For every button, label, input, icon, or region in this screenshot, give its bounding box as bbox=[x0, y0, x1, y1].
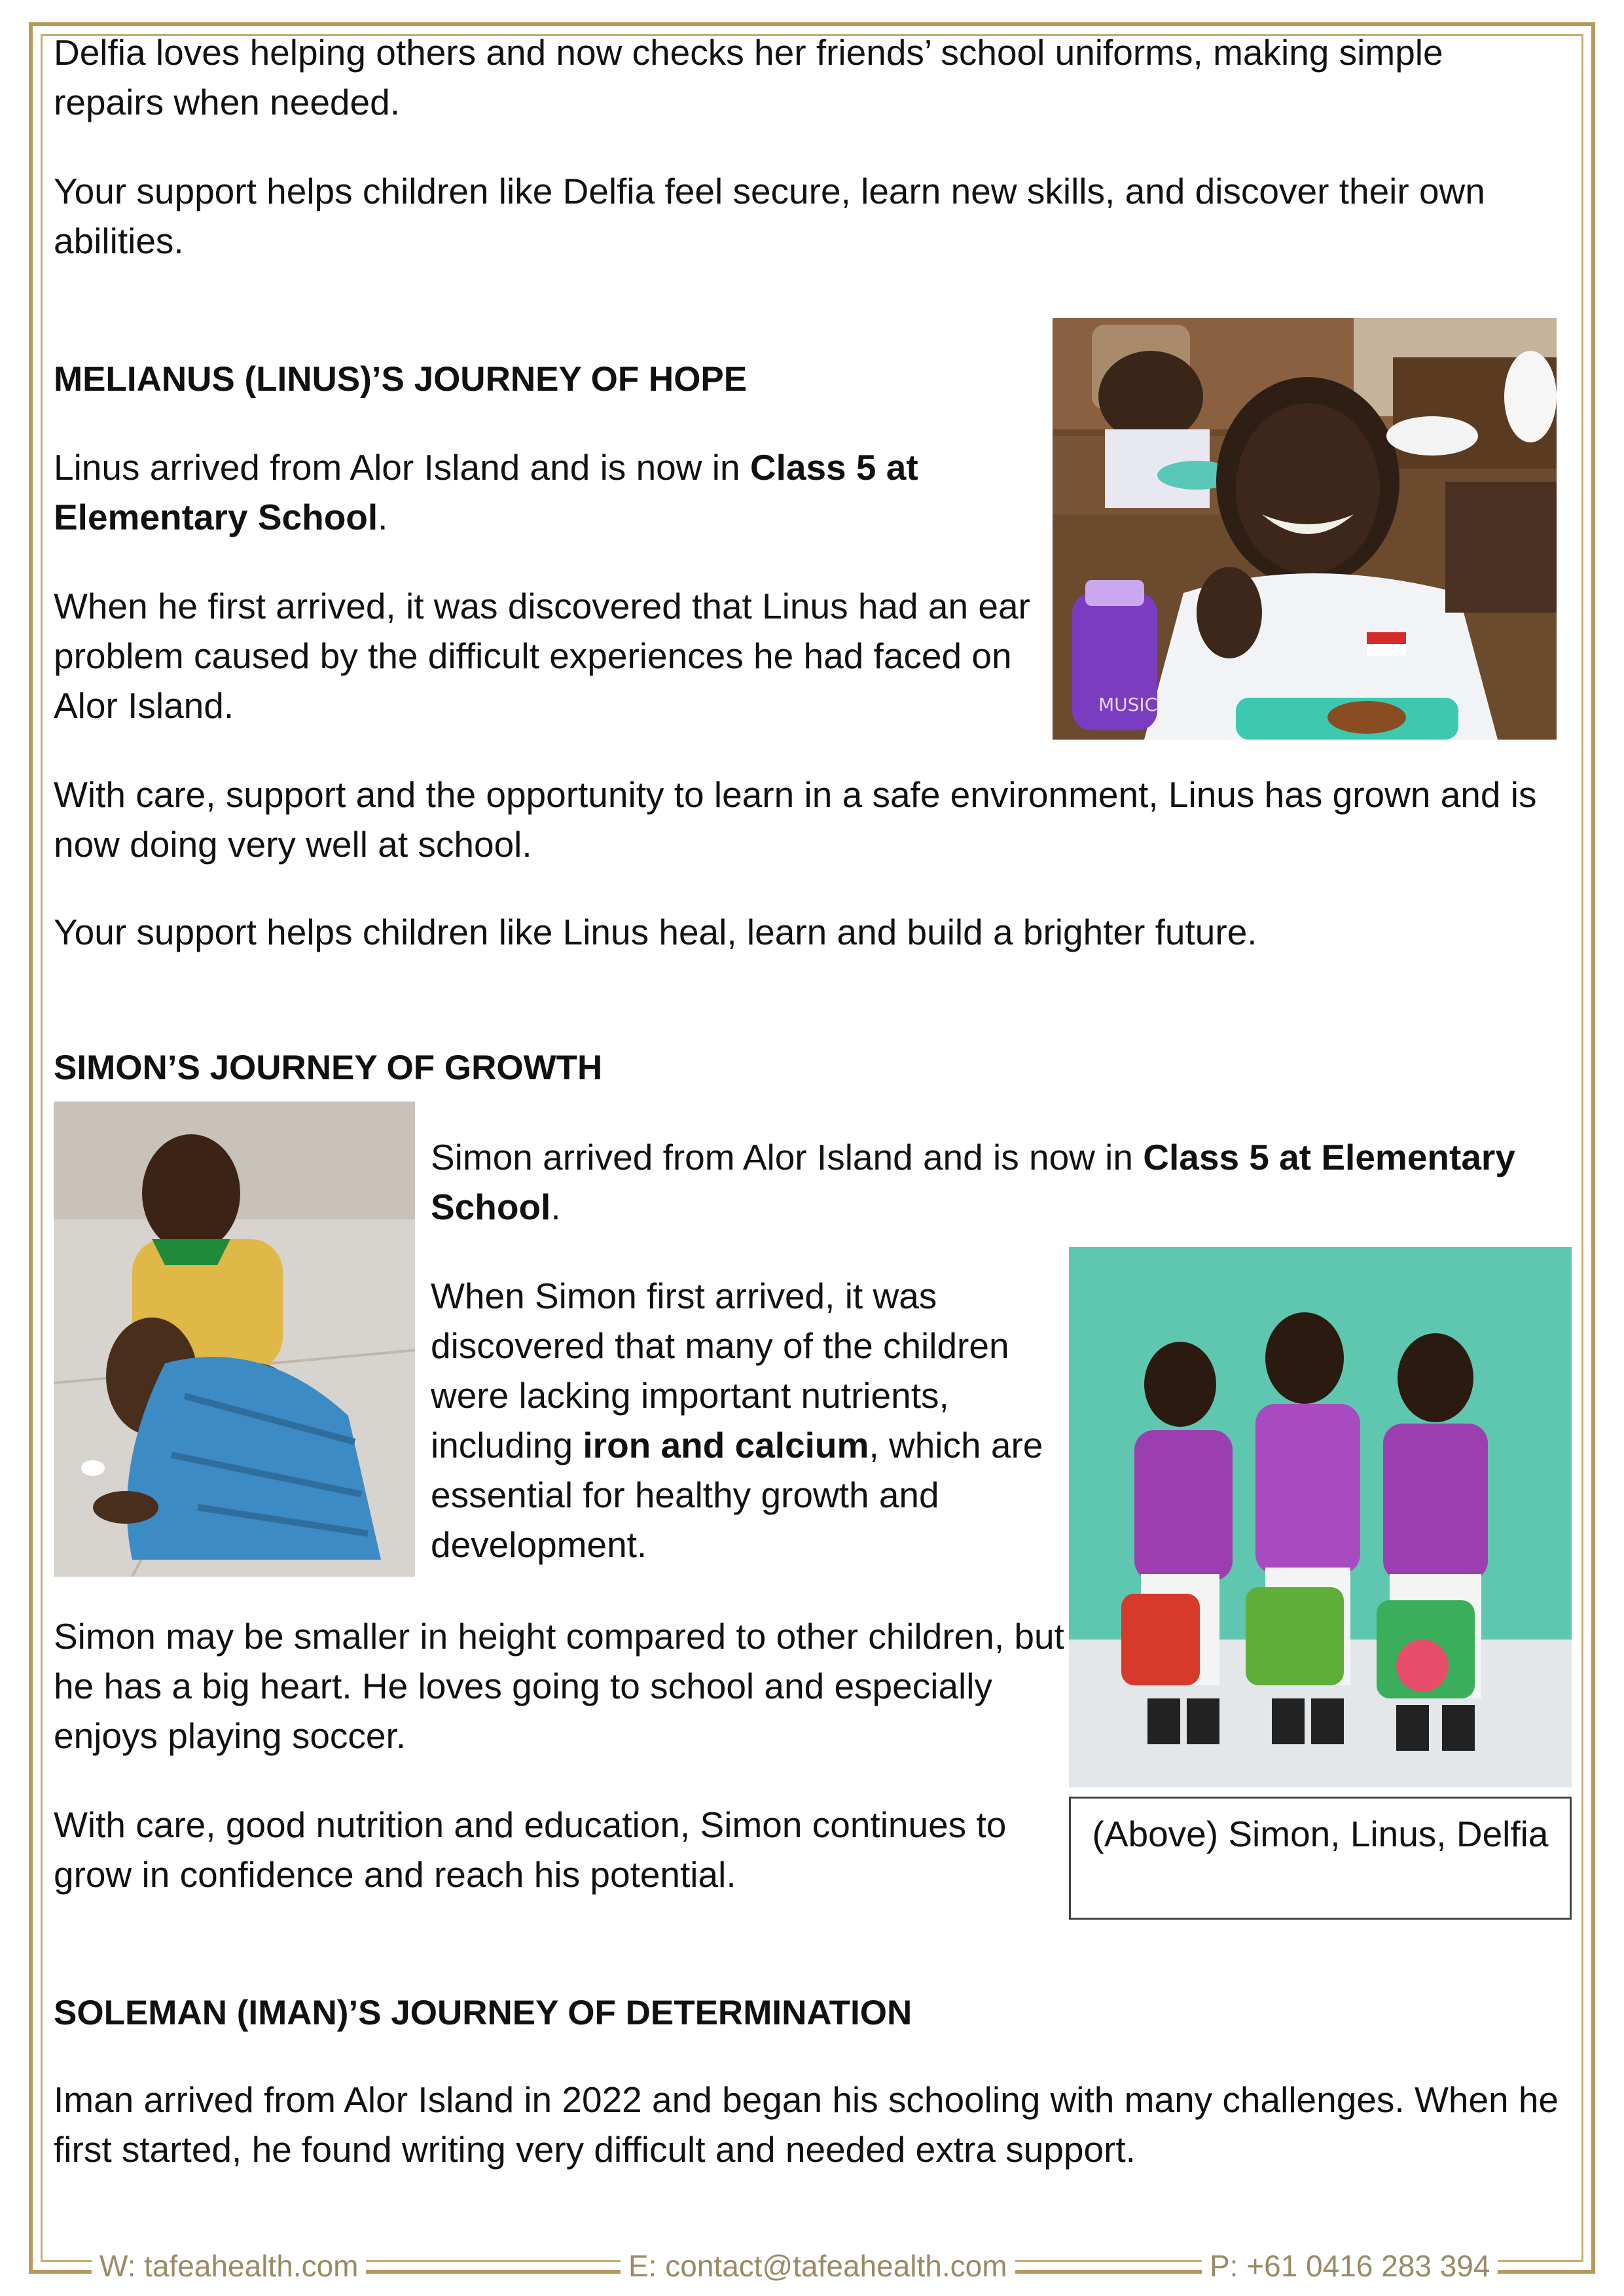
simon-paragraph-3: Simon may be smaller in height compared to other children, but he has a big heart. He loves going to school and especially enjoys playing soccer. bbox=[54, 1616, 1064, 1756]
linus-paragraph-1: Linus arrived from Alor Island and is now in Class 5 at Elementary School. bbox=[54, 447, 918, 537]
linus-paragraph-2: When he first arrived, it was discovered that Linus had an ear problem caused by the difficult experiences he had faced on Alor Island. bbox=[54, 586, 1030, 726]
group-photo-caption: (Above) Simon, Linus, Delfia bbox=[1069, 1797, 1572, 1920]
simon-photo bbox=[54, 1102, 415, 1577]
linus-paragraph-4: Your support helps children like Linus heal, learn and build a brighter future. bbox=[54, 912, 1257, 952]
simon-paragraph-2: When Simon first arrived, it was discovered that many of the children were lacking important nutrients, including iron and calcium, which are essential for healthy growth and development. bbox=[431, 1276, 1043, 1565]
simon-heading: SIMON’S JOURNEY OF GROWTH bbox=[54, 1049, 603, 1087]
linus-paragraph-3: With care, support and the opportunity to learn in a safe environment, Linus has grown and is now doing very well at school. bbox=[54, 774, 1537, 865]
footer-email[interactable]: E: contact@tafeahealth.com bbox=[621, 2241, 1015, 2291]
delfia-paragraph-1: Delfia loves helping others and now checks her friends’ school uniforms, making simple repairs when needed. bbox=[54, 32, 1443, 122]
group-photo-simon-linus-delfia bbox=[1069, 1247, 1572, 1787]
linus-heading: MELIANUS (LINUS)’S JOURNEY OF HOPE bbox=[54, 360, 748, 399]
linus-classroom-photo bbox=[1053, 318, 1557, 740]
footer-phone[interactable]: P: +61 0416 283 394 bbox=[1202, 2241, 1498, 2291]
simon-paragraph-1: Simon arrived from Alor Island and is now in Class 5 at Elementary School. bbox=[431, 1137, 1515, 1227]
iman-paragraph-1: Iman arrived from Alor Island in 2022 and began his schooling with many challenges. When he first started, he found writing very difficult and needed extra support. bbox=[54, 2079, 1559, 2170]
iman-heading: SOLEMAN (IMAN)’S JOURNEY OF DETERMINATION bbox=[54, 1994, 912, 2032]
delfia-paragraph-2: Your support helps children like Delfia feel secure, learn new skills, and discover their own abilities. bbox=[54, 171, 1485, 261]
bottle-label: MUSIC bbox=[1098, 694, 1158, 715]
simon-paragraph-4: With care, good nutrition and education, Simon continues to grow in confidence and reach his potential. bbox=[54, 1804, 1007, 1895]
footer-website[interactable]: W: tafeahealth.com bbox=[92, 2241, 366, 2291]
